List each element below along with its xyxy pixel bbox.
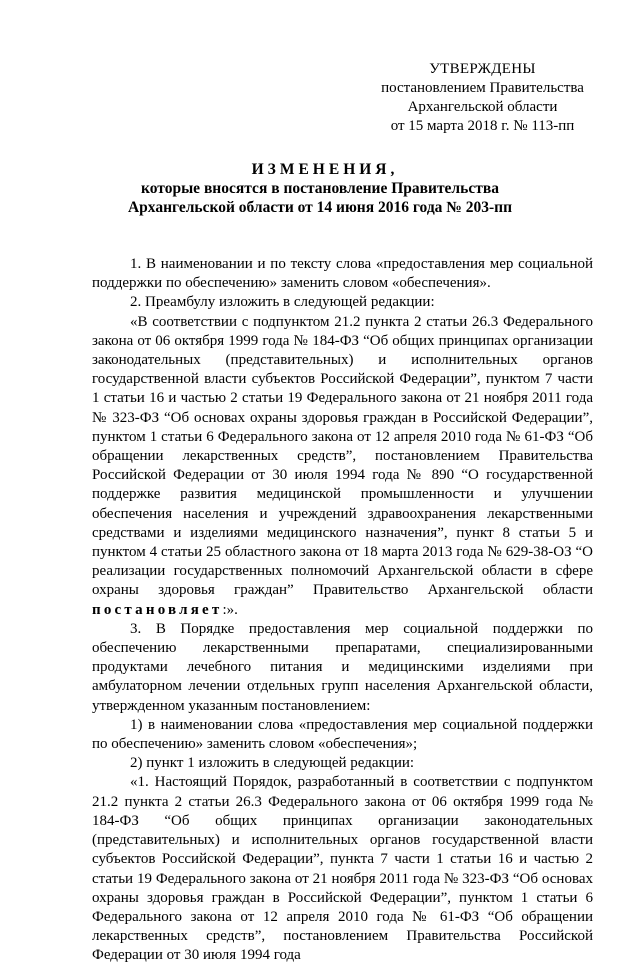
approval-date: от 15 марта 2018 г. № 113-пп (390, 118, 575, 134)
document-heading (0, 160, 640, 217)
approval-title: УТВЕРЖДЕНЫ (429, 61, 536, 77)
document-title: ИЗМЕНЕНИЯ, (251, 161, 399, 178)
approval-block (375, 60, 590, 136)
paragraph-1: 1. В наименовании и по тексту слова «предоставления мер социальной поддержки по обеспечению» заменить словом «обеспечения». (92, 256, 593, 292)
paragraph-preamble (92, 313, 593, 620)
preamble-end: :». (222, 601, 238, 618)
paragraph-2: 2. Преамбулу изложить в следующей редакции: (130, 294, 435, 311)
paragraph-subitem-2: 2) пункт 1 изложить в следующей редакции: (130, 755, 415, 772)
paragraph-3: 3. В Порядке предоставления мер социальной поддержки по обеспечению лекарственными препаратами, специализированными продуктами лечебного питания и медицинскими изделиями при амбулаторном лечении отдельных групп населения Архангельской области, утвержденном указанным постановлением: (92, 620, 593, 714)
document-subtitle: Архангельской области от 14 июня 2016 года № 203-пп (127, 199, 513, 216)
paragraph-new-item-1: «1. Настоящий Порядок, разработанный в соответствии с подпунктом 21.2 пункта 2 статьи 26.3 Федерального закона от 06 октября 1999 года № 184-ФЗ “Об общих принципах организации законодательных (представительных) и исполнительных органов государственной власти субъектов Российской Федерации”, пункта 7 части 1 статьи 16 и частью 2 статьи 19 Федерального закона от 21 ноября 2011 года № 323-ФЗ “Об основах охраны здоровья граждан в Российской Федерации”, пунктом 1 статьи 6 Федерального закона от 12 апреля 2010 года № 61-ФЗ “Об обращении лекарственных средств”, постановлением Правительства Российской Федерации от 30 июля 1994 года (92, 774, 593, 964)
approval-line: Архангельской области (407, 99, 558, 115)
approval-line: постановлением Правительства (381, 80, 584, 96)
document-subtitle: которые вносятся в постановление Правительства (141, 180, 499, 197)
preamble-text: «В соответствии с подпунктом 21.2 пункта 2 статьи 26.3 Федерального закона от 06 октября 1999 года № 184-ФЗ “Об общих принципах организации законодательных (представительных) и исполнительных органов государственной власти субъектов Российской Федерации”, пунктом 7 части 1 статьи 16 и частью 2 статьи 19 Федерального закона от 21 ноября 2011 года № 323-ФЗ “Об основах охраны здоровья граждан в Российской Федерации”, пунктом 1 статьи 6 Федерального закона от 12 апреля 2010 года № 61-ФЗ “Об обращении лекарственных средств”, постановлением Правительства Российской Федерации от 30 июля 1994 года № 890 “О государственной поддержке развития медицинской промышленности и улучшении обеспечения населения и учреждений здравоохранения лекарственными средствами и изделиями медицинского назначения”, пункт 8 статьи 5 и пунктом 4 статьи 25 областного закона от 18 марта 2013 года № 629-38-ОЗ “О реализации государственных полномочий Архангельской области в сфере охраны здоровья граждан” Правительство Архангельской области (92, 313, 593, 599)
document-body (92, 255, 593, 966)
preamble-emphasis: постановляет (92, 601, 223, 618)
paragraph-subitem-1: 1) в наименовании слова «предоставления мер социальной поддержки по обеспечению» заменить словом «обеспечения»; (92, 716, 593, 753)
